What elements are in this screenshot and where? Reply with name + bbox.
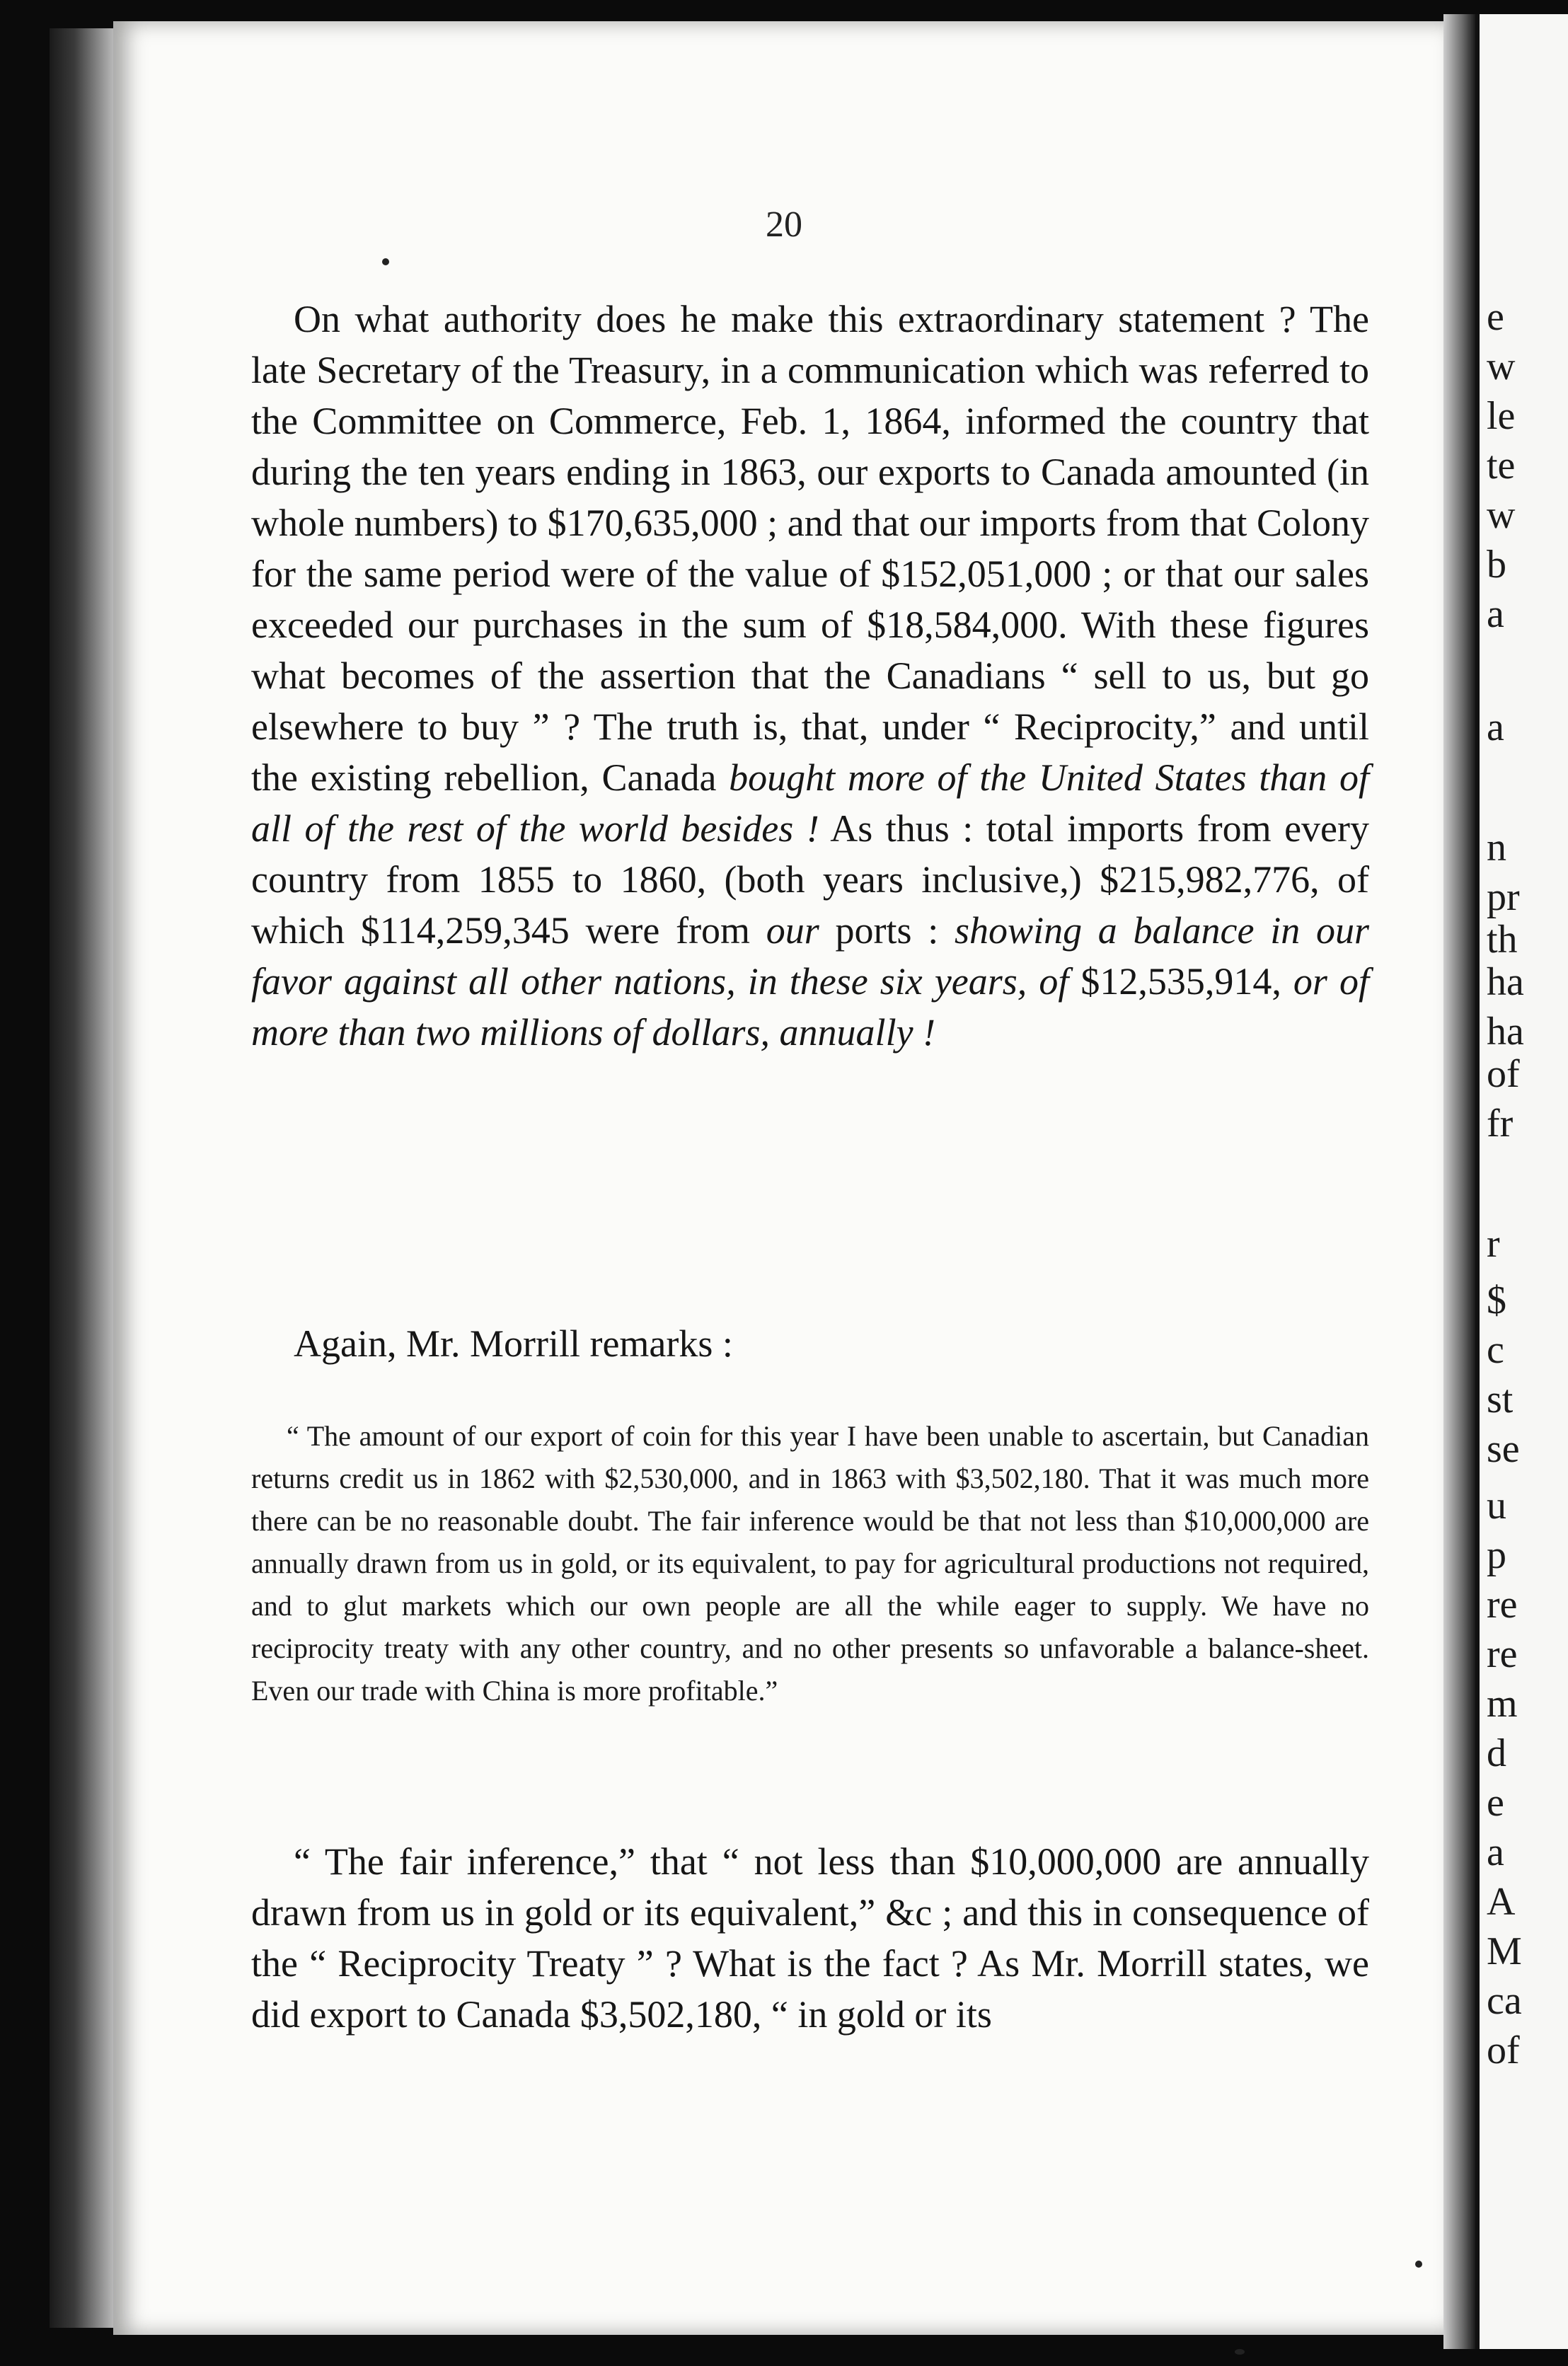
- adjacent-page-letter: re: [1487, 1632, 1518, 1676]
- adjacent-page-letter: m: [1487, 1682, 1518, 1726]
- p1-text-e: ports :: [819, 909, 955, 952]
- p1-italic-f: showing a balance in our favor against all other nations, in these six years, of: [251, 909, 1369, 1003]
- adjacent-page-letter: ca: [1487, 1979, 1522, 2023]
- adjacent-page-edge: [1475, 14, 1568, 2349]
- adjacent-page-letter: w: [1487, 493, 1516, 537]
- block-quote: “ The amount of our export of coin for this year I have been unable to ascertain, but Canadian returns credit us in 1862 with $2,530,000, and in 1863 with $3,502,180. That it was much more there can be no reasonable doubt. The fair inference would be that not less than $10,000,000 are annually drawn from us in gold, or its equivalent, to pay for agricultural productions not required, and to glut markets which our own people are all the while eager to supply. We have no reciprocity treaty with any other country, and no other presents so unfavorable a balance-sheet. Even our trade with China is more profitable.”: [251, 1420, 1369, 1707]
- ink-speck: [1415, 2261, 1422, 2268]
- adjacent-page-letter: e: [1487, 1781, 1504, 1825]
- adjacent-page-letter: th: [1487, 918, 1518, 962]
- adjacent-page-letter: A: [1487, 1880, 1516, 1924]
- p1-text-c: As thus : total imports from every country from 1855 to 1860, (both years inclusive,) $215,982,776, of which $114,259,345 were from: [251, 807, 1370, 952]
- adjacent-page-letter: le: [1487, 394, 1516, 438]
- ink-speck: [382, 258, 389, 265]
- p1-italic-b: bought more of the United States than of all of the rest of the world besides !: [251, 756, 1369, 850]
- paragraph-again: Again, Mr. Morrill remarks :: [294, 1322, 733, 1365]
- adjacent-page-letter: d: [1487, 1731, 1506, 1775]
- paragraph-fair-inference: “ The fair inference,” that “ not less than $10,000,000 are annually drawn from us in gold or its equivalent,” &c ; and this in consequence of the “ Reciprocity Treaty ” ? What is the fact ? As Mr. Morrill states, we did export to Canada $3,502,180, “ in gold or its: [251, 1840, 1369, 2036]
- adjacent-page-letter: se: [1487, 1427, 1520, 1471]
- page-gutter: [1443, 14, 1475, 2349]
- p1-text-a: On what authority does he make this extraordinary statement ? The late Secretary of the Treasury, in a communication which was referred to the Committee on Commerce, Feb. 1, 1864, informed the country that during the ten years ending in 1863, our exports to Canada amounted (in whole numbers) to $170,635,000 ; and that our imports from that Colony for the same period were of the value of $152,051,000 ; or that our sales exceeded our purchases in the sum of $18,584,000. With these figures what becomes of the assertion that the Canadians “ sell to us, but go elsewhere to buy ” ? The truth is, that, under “ Reciprocity,” and until the existing rebellion, Canada: [251, 298, 1369, 799]
- adjacent-page-letter: $: [1487, 1279, 1506, 1322]
- adjacent-page-letter: c: [1487, 1328, 1504, 1372]
- adjacent-page-letter: fr: [1487, 1102, 1514, 1146]
- adjacent-page-letter: a: [1487, 1830, 1504, 1874]
- adjacent-page-letter: n: [1487, 826, 1506, 870]
- adjacent-page-letter: ha: [1487, 960, 1524, 1004]
- adjacent-page-letter: pr: [1487, 875, 1520, 919]
- adjacent-page-letter: a: [1487, 705, 1504, 749]
- adjacent-page-letter: M: [1487, 1929, 1522, 1973]
- adjacent-page-letter: e: [1487, 295, 1504, 339]
- adjacent-page-letter: a: [1487, 592, 1504, 636]
- adjacent-page-letter: ha: [1487, 1010, 1524, 1054]
- paragraph-authority: [251, 294, 1369, 1058]
- adjacent-page-letter: r: [1487, 1222, 1500, 1266]
- adjacent-page-letter: w: [1487, 345, 1516, 388]
- adjacent-page-letter: of: [1487, 1052, 1520, 1096]
- adjacent-page-letter: of: [1487, 2029, 1520, 2072]
- adjacent-page-letter: p: [1487, 1533, 1506, 1577]
- p1-italic-d: our: [766, 909, 819, 952]
- book-binding: [50, 28, 120, 2328]
- adjacent-page-letter: u: [1487, 1484, 1506, 1528]
- adjacent-page-letter: b: [1487, 543, 1506, 587]
- p1-italic-h: or of more than two millions of dollars, annually !: [251, 960, 1369, 1054]
- p1-text-g: $12,535,914,: [1068, 960, 1293, 1003]
- adjacent-page-letter: st: [1487, 1378, 1514, 1421]
- adjacent-page-letter: re: [1487, 1583, 1518, 1627]
- ink-speck: [1235, 2349, 1245, 2355]
- adjacent-page-letter: te: [1487, 444, 1516, 487]
- page-number: 20: [766, 204, 802, 245]
